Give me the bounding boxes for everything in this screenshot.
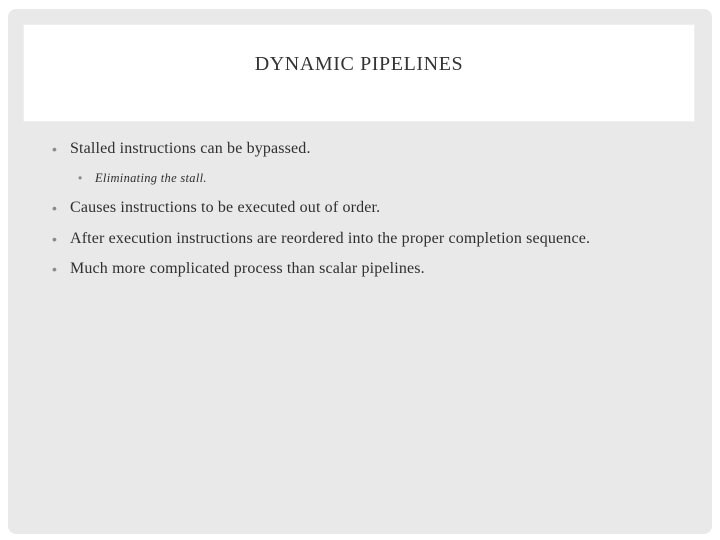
bullet-icon: • <box>52 141 57 157</box>
bullet-icon: • <box>52 231 57 247</box>
slide-title: DYNAMIC PIPELINES <box>254 53 464 75</box>
bullet-icon: • <box>52 261 57 277</box>
bullet-text: Causes instructions to be executed out of order. <box>70 199 381 216</box>
bullet-icon: • <box>52 200 57 216</box>
bullet-text: After execution instructions are reordered into the proper completion sequence. <box>70 230 591 247</box>
title-box <box>23 24 695 122</box>
bullet-text: Stalled instructions can be bypassed. <box>70 140 311 157</box>
bullet-icon: • <box>78 171 83 185</box>
sub-bullet-text: Eliminating the stall. <box>95 171 207 185</box>
bullet-text: Much more complicated process than scalar pipelines. <box>70 260 425 277</box>
